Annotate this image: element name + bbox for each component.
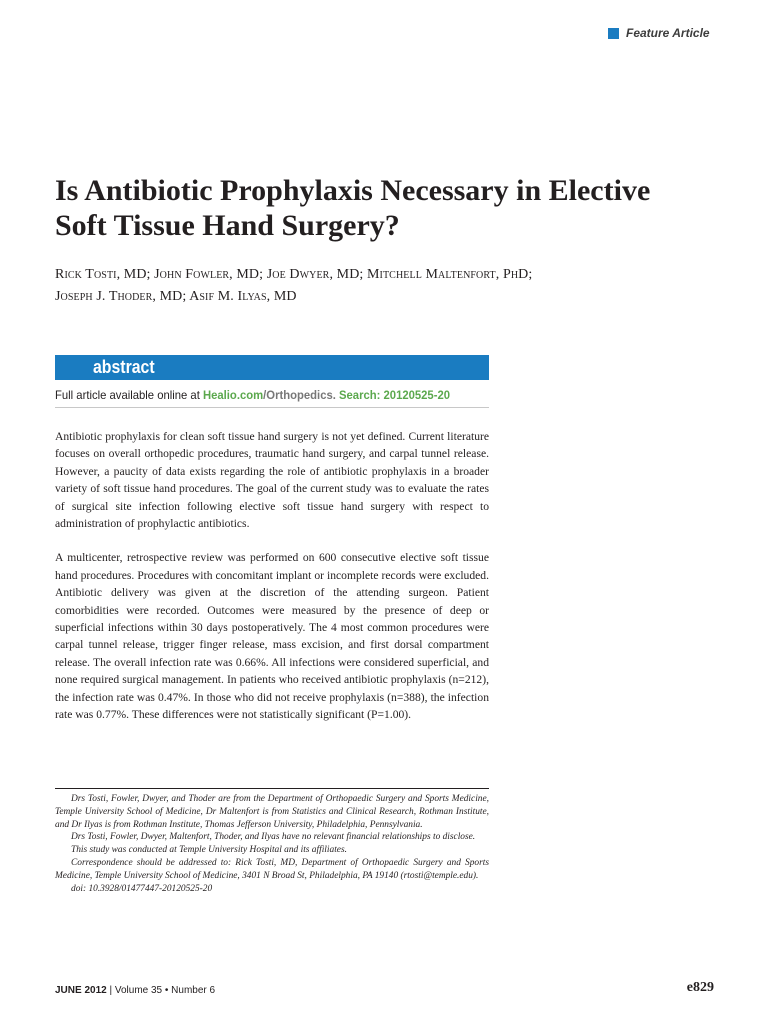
online-prefix: Full article available online at — [55, 388, 203, 402]
footnotes — [55, 793, 489, 895]
footnote-divider — [55, 788, 489, 789]
online-availability-line — [55, 386, 463, 404]
abstract-body — [55, 428, 489, 741]
section-label: Feature Article — [626, 26, 710, 40]
orthopedics-link[interactable]: /Orthopedics. — [263, 388, 336, 402]
issue-month: JUNE 2012 — [55, 985, 107, 996]
abstract-heading-bar — [55, 355, 489, 380]
footnote-affiliations: Drs Tosti, Fowler, Dwyer, and Thoder are from the Department of Orthopaedic Surgery and Sports Medicine, Temple University School of Medicine, Dr Maltenfort is from Statistics and Clinical Research, Rothman Institute, and Dr Ilyas is from Rothman Institute, Thomas Jefferson University, Philadelphia, Pennsylvania. — [55, 794, 489, 830]
article-title: Is Antibiotic Prophylaxis Necessary in Elective Soft Tissue Hand Surgery? — [55, 174, 651, 242]
divider — [55, 407, 489, 408]
issue-volume: | Volume 35 • Number 6 — [106, 985, 216, 996]
abstract-paragraph: A multicenter, retrospective review was performed on 600 consecutive elective soft tissue hand procedures. Procedures with concomitant implant or incomplete records were excluded. Antibiotic delivery was given at the discretion of the attending surgeon. Patient comorbidities were recorded. Outcomes were measured by the presence of deep or superficial infections within 30 days postoperatively. The 4 most common procedures were carpal tunnel release, trigger finger release, mass excision, and first dorsal compartment release. The overall infection rate was 0.66%. All infections were considered superficial, and none required surgical management. In patients who received antibiotic prophylaxis (n=212), the infection rate was 0.47%. In those who did not receive prophylaxis (n=388), the infection rate was 0.77%. These differences were not statistically significant (P=1.00). — [55, 551, 489, 722]
author-line: Joseph J. Thoder, MD; Asif M. Ilyas, MD — [55, 289, 297, 304]
search-code: Search: 20120525-20 — [335, 388, 451, 402]
footnote-doi: doi: 10.3928/01477447-20120525-20 — [71, 883, 213, 894]
footnote-disclosure: Drs Tosti, Fowler, Dwyer, Maltenfort, Thoder, and Ilyas have no relevant financial relationships to disclose. — [71, 832, 476, 843]
author-list — [55, 264, 695, 308]
healio-link[interactable]: Healio.com — [202, 388, 264, 402]
footnote-correspondence: Correspondence should be addressed to: Rick Tosti, MD, Department of Orthopaedic Surgery and Sports Medicine, Temple University School of Medicine, 3401 N Broad St, Philadelphia, PA 19140 (rtosti@temple.edu). — [55, 857, 489, 881]
footnote-location: This study was conducted at Temple University Hospital and its affiliates. — [71, 845, 347, 856]
feature-article-tag — [608, 25, 710, 41]
square-bullet-icon — [608, 28, 619, 39]
author-line: Rick Tosti, MD; John Fowler, MD; Joe Dwyer, MD; Mitchell Maltenfort, PhD; — [55, 267, 533, 282]
abstract-paragraph: Antibiotic prophylaxis for clean soft tissue hand surgery is not yet defined. Current literature focuses on overall orthopedic procedures, traumatic hand surgery, and carpal tunnel release. However, a paucity of data exists regarding the role of antibiotic prophylaxis in a broader variety of soft tissue hand procedures. The goal of the current study was to evaluate the rates of surgical site infection following elective soft tissue hand surgery with respect to administration of prophylactic antibiotics. — [55, 430, 489, 531]
abstract-heading: abstract — [93, 357, 155, 377]
journal-issue-info — [55, 985, 215, 996]
page-number: e829 — [686, 980, 714, 995]
